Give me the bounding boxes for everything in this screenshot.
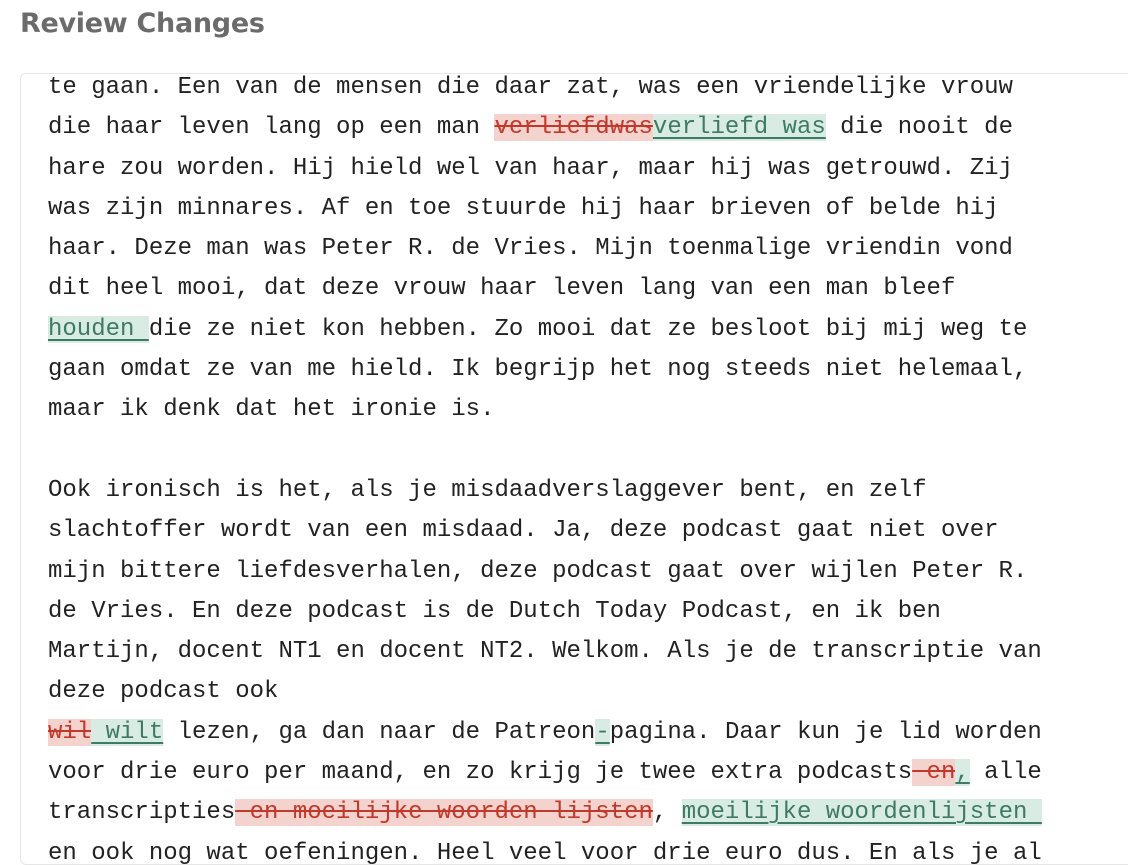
text-line bbox=[48, 269, 1128, 309]
text-segment: die nooit de bbox=[825, 114, 1013, 142]
text-line bbox=[48, 672, 1128, 712]
text-segment: haar. Deze man was Peter R. de Vries. Mijn toenmalige vriendin vond bbox=[48, 235, 1013, 263]
deleted-text[interactable]: wil bbox=[48, 718, 92, 746]
text-segment: alle bbox=[969, 759, 1042, 787]
text-segment: , bbox=[652, 799, 682, 827]
text-segment: de Vries. En deze podcast is de Dutch Today Podcast, en ik ben bbox=[48, 597, 941, 625]
text-segment: pagina. Daar kun je lid worden bbox=[609, 718, 1042, 746]
text-segment: dit heel mooi, dat deze vrouw haar leven lang van een man bleef bbox=[48, 275, 956, 303]
text-segment: hare zou worden. Hij hield wel van haar, maar hij was getrouwd. Zij bbox=[48, 154, 1013, 182]
inserted-text[interactable]: verliefd was bbox=[652, 114, 826, 142]
text-segment: mijn bittere liefdesverhalen, deze podcast gaat over wijlen Peter R. bbox=[48, 557, 1028, 585]
text-line bbox=[48, 793, 1128, 833]
deleted-text[interactable]: en moeilijke woorden lijsten bbox=[235, 799, 653, 827]
text-segment: Ook ironisch is het, als je misdaadverslaggever bent, en zelf bbox=[48, 476, 927, 504]
text-segment: slachtoffer wordt van een misdaad. Ja, deze podcast gaat niet over bbox=[48, 517, 999, 545]
text-segment: te gaan. Een van de mensen die daar zat, was een vriendelijke vrouw bbox=[48, 74, 1013, 101]
text-line bbox=[48, 632, 1128, 672]
deleted-text[interactable]: en bbox=[912, 759, 956, 787]
text-segment: die haar leven lang op een man bbox=[48, 114, 495, 142]
text-segment: gaan omdat ze van me hield. Ik begrijp het nog steeds niet helemaal, bbox=[48, 356, 1028, 384]
text-line bbox=[48, 834, 1128, 865]
text-segment: transcripties bbox=[48, 799, 236, 827]
text-line bbox=[48, 592, 1128, 632]
text-line bbox=[48, 552, 1128, 592]
text-segment: was zijn minnares. Af en toe stuurde hij haar brieven of belde hij bbox=[48, 194, 999, 222]
inserted-text[interactable]: , bbox=[955, 759, 970, 787]
text-line bbox=[48, 431, 1128, 471]
inserted-text[interactable]: wilt bbox=[91, 718, 164, 746]
text-segment: lezen, ga dan naar de Patreon bbox=[163, 718, 596, 746]
text-line bbox=[48, 713, 1128, 753]
text-line bbox=[48, 511, 1128, 551]
text-line bbox=[48, 189, 1128, 229]
text-line bbox=[48, 149, 1128, 189]
page-title: Review Changes bbox=[20, 8, 265, 39]
text-line bbox=[48, 471, 1128, 511]
inserted-text[interactable]: - bbox=[595, 718, 610, 746]
text-line bbox=[48, 73, 1128, 108]
text-line bbox=[48, 310, 1128, 350]
document-text[interactable] bbox=[48, 73, 1128, 865]
inserted-text[interactable]: houden bbox=[48, 315, 149, 343]
text-segment: maar ik denk dat het ironie is. bbox=[48, 396, 495, 424]
text-line bbox=[48, 350, 1128, 390]
text-line bbox=[48, 390, 1128, 430]
text-segment: en ook nog wat oefeningen. Heel veel voor drie euro dus. En als je al bbox=[48, 839, 1042, 865]
review-changes-panel[interactable] bbox=[20, 73, 1128, 865]
text-segment: Martijn, docent NT1 en docent NT2. Welkom. Als je de transcriptie van bbox=[48, 638, 1042, 666]
text-segment: deze podcast ook bbox=[48, 678, 279, 706]
text-line bbox=[48, 108, 1128, 148]
deleted-text[interactable]: verliefdwas bbox=[494, 114, 653, 142]
text-segment: voor drie euro per maand, en zo krijg je twee extra podcasts bbox=[48, 759, 913, 787]
inserted-text[interactable]: moeilijke woordenlijsten bbox=[681, 799, 1042, 827]
text-segment: die ze niet kon hebben. Zo mooi dat ze besloot bij mij weg te bbox=[148, 315, 1028, 343]
text-line bbox=[48, 229, 1128, 269]
text-line bbox=[48, 753, 1128, 793]
